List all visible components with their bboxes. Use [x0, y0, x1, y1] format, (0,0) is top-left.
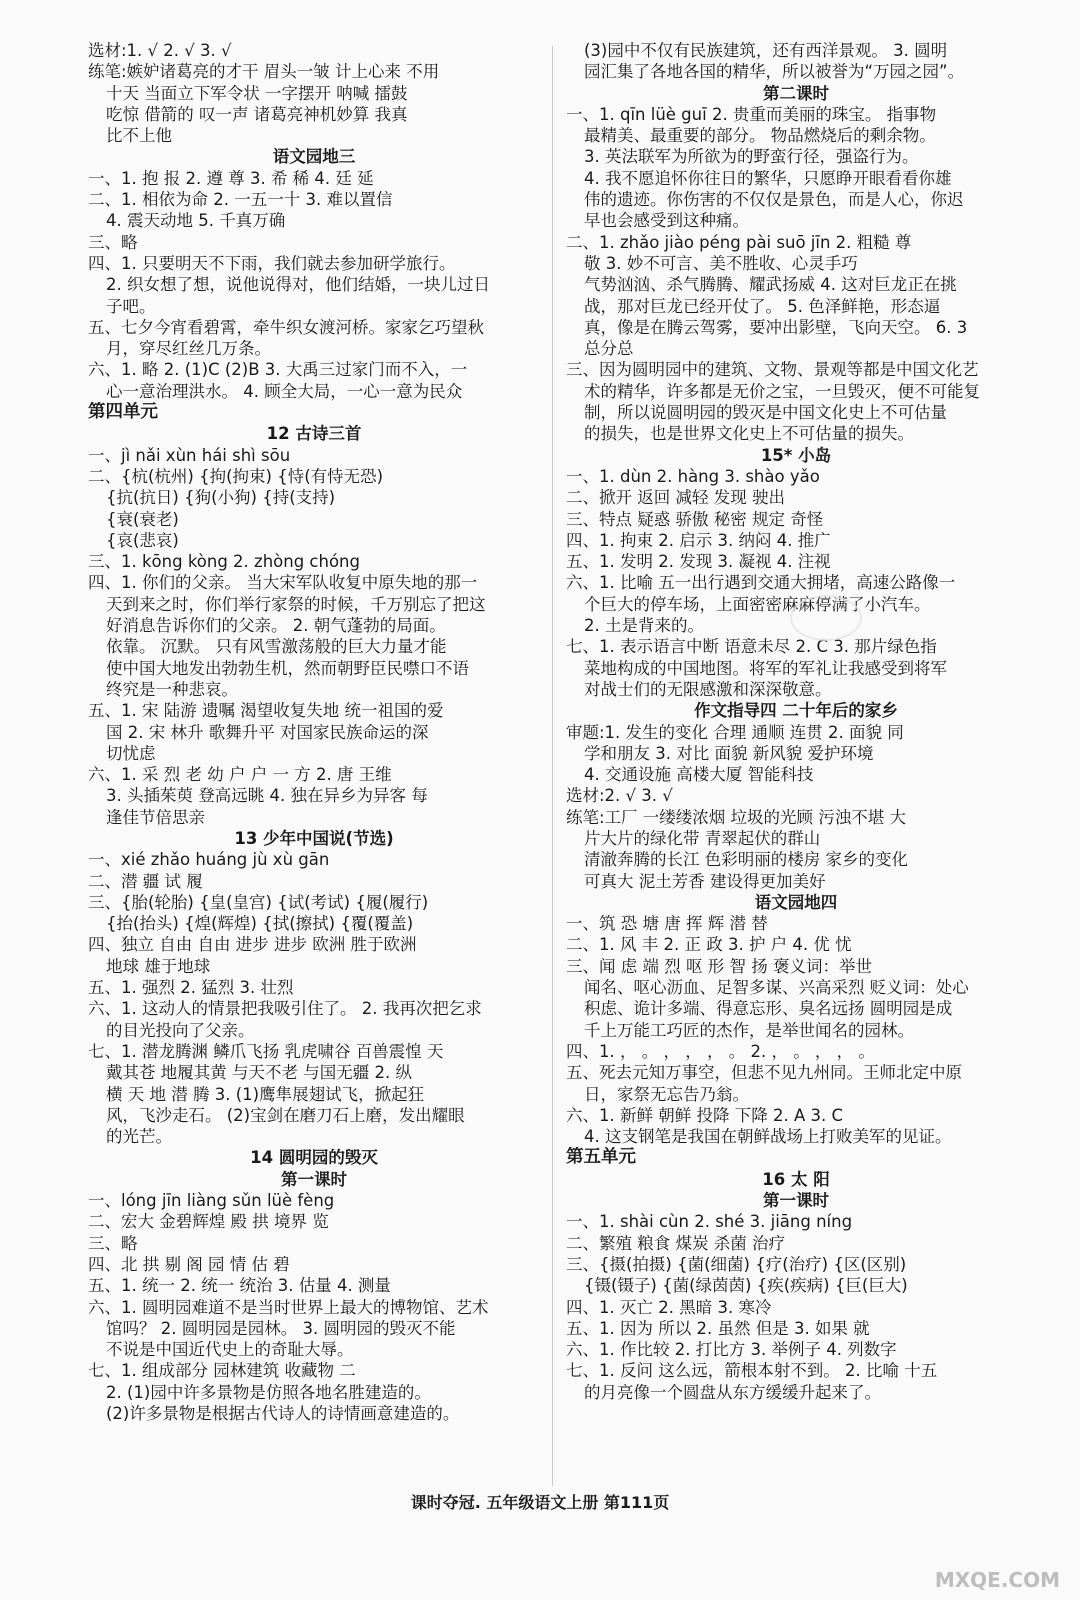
section-heading: 第二课时	[763, 83, 829, 103]
answer-line: 4. 这支钢笔是我国在朝鲜战场上打败美军的见证。	[584, 1127, 952, 1147]
answer-line: 审题:1. 发生的变化 合理 通顺 连贯 2. 面貌 同	[566, 722, 904, 742]
answer-line: 四、1. ， 。 ， ， ， 。 2. ， 。 ， ， 。	[566, 1041, 875, 1061]
answer-line: 二、{杭(杭州) {拘(拘束) {恃(有恃无恐)	[88, 466, 384, 486]
answer-line: 术的精华，许多都是无价之宝，一旦毁灭，便不可能复	[584, 381, 980, 401]
section-heading: 第一课时	[281, 1169, 347, 1189]
answer-line: 个巨大的停车场，上面密密麻麻停满了小汽车。	[584, 594, 931, 614]
answer-line: {哀(悲哀)	[106, 530, 179, 550]
watermark-text: MXQE.COM	[934, 1568, 1060, 1592]
answer-line: 片大片的绿化带 青翠起伏的群山	[584, 828, 821, 848]
answer-line: 选材:2. √ 3. √	[566, 786, 673, 806]
answer-line: 4. 交通设施 高楼大厦 智能科技	[584, 765, 814, 785]
answer-line: 四、独立 自由 自由 进步 进步 欧洲 胜于欧洲	[88, 935, 417, 955]
section-heading: 12 古诗三首	[266, 424, 362, 444]
answer-line: 可真大 泥土芳香 建设得更加美好	[584, 871, 826, 891]
answer-line: 七、1. 组成部分 园林建筑 收藏物 二	[88, 1361, 356, 1381]
answer-line: {抗(抗日) {狗(小狗) {持(支持)	[106, 488, 336, 508]
answer-line: 千上万能工巧匠的杰作，是举世闻名的园林。	[584, 1020, 914, 1040]
answer-line: 戴其苍 地履其黄 与天不老 与国无疆 2. 纵	[106, 1063, 412, 1083]
answer-line: (2)许多景物是根据古代诗人的诗情画意建造的。	[106, 1404, 460, 1423]
answer-line: 练笔:工厂 一缕缕浓烟 垃圾的光顾 污浊不堪 大	[566, 807, 907, 827]
section-heading: 16 太 阳	[762, 1169, 830, 1189]
answer-line: 六、1. 作比较 2. 打比方 3. 举例子 4. 列数字	[566, 1340, 897, 1360]
column-divider	[552, 46, 553, 1486]
answer-line: 六、1. 采 烈 老 幼 户 户 一 方 2. 唐 王维	[88, 765, 392, 785]
answer-line: 3. 英法联军为所欲为的野蛮行径，强盗行为。	[584, 147, 919, 167]
answer-line: 四、北 拱 剔 阁 园 情 估 碧	[88, 1254, 290, 1274]
answer-line: 积虑、诡计多端、得意忘形、臭名远扬 圆明园是成	[584, 999, 953, 1019]
answer-line: 不说是中国近代史上的奇耻大辱。	[106, 1340, 354, 1360]
answer-line: 的损失，也是世界文化史上不可估量的损失。	[584, 424, 914, 444]
answer-line: 二、1. 风 丰 2. 正 政 3. 护 户 4. 优 忧	[566, 935, 852, 955]
answer-line: 使中国大地发出勃勃生机，然而朝野臣民噤口不语	[106, 658, 469, 678]
answer-line: 四、1. 你们的父亲。 当大宋军队收复中原失地的那一	[88, 573, 478, 593]
answer-line: 4. 我不愿追怀你往日的繁华，只愿睁开眼看看你雄	[584, 168, 952, 188]
answer-line: 五、七夕今宵看碧霄，牵牛织女渡河桥。家家乞巧望秋	[88, 317, 484, 337]
answer-line: 地球 雄于地球	[106, 956, 211, 976]
answer-line: 菜地构成的中国地图。将军的军礼让我感受到将军	[584, 658, 947, 678]
answer-line: 心一意治理洪水。 4. 顾全大局，一心一意为民众	[106, 381, 463, 401]
answer-line: 六、1. 新鲜 朝鲜 投降 下降 2. A 3. C	[566, 1105, 843, 1125]
answer-line: 七、1. 表示语言中断 语意未尽 2. C 3. 那片绿色指	[566, 637, 937, 657]
answer-line: 4. 震天动地 5. 千真万确	[106, 211, 286, 231]
answer-line: 三、{摄(拍摄) {菌(细菌) {疗(治疗) {区(区别)	[566, 1254, 907, 1274]
answer-line: 四、1. 灭亡 2. 黑暗 3. 寒冷	[566, 1297, 772, 1317]
answer-line: 吃惊 借箭的 叹一声 诸葛亮神机妙算 我真	[106, 104, 408, 124]
section-heading: 作文指导四 二十年后的家乡	[694, 701, 898, 721]
answer-line: 的光芒。	[106, 1127, 172, 1147]
answer-line: 月，穿尽红丝几万条。	[106, 339, 271, 359]
answer-line: 风，飞沙走石。 (2)宝剑在磨刀石上磨，发出耀眼	[106, 1105, 465, 1125]
answer-line: 五、1. 因为 所以 2. 虽然 但是 3. 如果 就	[566, 1318, 870, 1338]
answer-line: 五、1. 强烈 2. 猛烈 3. 壮烈	[88, 978, 294, 998]
answer-line: 三、特点 疑惑 骄傲 秘密 规定 奇怪	[566, 509, 824, 529]
answer-line: 五、1. 宋 陆游 遗嘱 渴望收复失地 统一祖国的爱	[88, 701, 444, 721]
left-column	[88, 40, 540, 1424]
answer-line: 气势汹汹、杀气腾腾、耀武扬威 4. 这对巨龙正在挑	[584, 275, 957, 295]
answer-line: 二、掀开 返回 减轻 发现 驶出	[566, 488, 785, 508]
section-heading: 13 少年中国说(节选)	[234, 828, 394, 848]
section-heading: 15* 小岛	[760, 445, 832, 465]
faint-stamp	[790, 595, 862, 641]
answer-line: 七、1. 反问 这么远，箭根本射不到。 2. 比喻 十五	[566, 1361, 938, 1381]
answer-line: 一、xié zhǎo huáng jù xù gān	[88, 850, 330, 870]
section-heading: 语文园地四	[754, 892, 838, 912]
answer-line: 二、宏大 金碧辉煌 殿 拱 境界 览	[88, 1212, 329, 1232]
section-heading: 14 圆明园的毁灭	[250, 1148, 378, 1168]
answer-line: (3)园中不仅有民族建筑，还有西洋景观。 3. 圆明	[584, 41, 948, 60]
answer-line: 三、闻 虑 端 烈 呕 形 智 扬 褒义词：举世	[566, 956, 872, 976]
answer-line: 学和朋友 3. 对比 面貌 新风貌 爱护环境	[584, 743, 874, 763]
answer-line: 四、1. 只要明天不下雨，我们就去参加研学旅行。	[88, 253, 456, 273]
answer-line: 六、1. 圆明园难道不是当时世界上最大的博物馆、艺术	[88, 1297, 489, 1317]
answer-line: 总分总	[584, 339, 634, 359]
answer-line: 一、jì nǎi xùn hái shì sōu	[88, 445, 291, 465]
answer-line: 比不上他	[106, 126, 172, 146]
answer-line: {衰(衰老)	[106, 509, 179, 529]
answer-line: 六、1. 略 2. (1)C (2)B 3. 大禹三过家门而不入，一	[88, 360, 468, 380]
answer-line: 终究是一种悲哀。	[106, 679, 238, 699]
site-watermark	[870, 1520, 1060, 1592]
answer-line: 练笔:嫉妒诸葛亮的才干 眉头一皱 计上心来 不用	[88, 62, 440, 82]
answer-line: 战，那对巨龙已经开仗了。 5. 色泽鲜艳，形态逼	[584, 296, 941, 316]
answer-line: 早也会感受到这种痛。	[584, 211, 749, 231]
page-footer: 课时夺冠. 五年级语文上册 第111页	[410, 1493, 670, 1512]
answer-line: 好消息告诉你们的父亲。 2. 朝气蓬勃的局面。	[106, 616, 446, 636]
answer-line: 二、1. zhǎo jiào péng pài suō jīn 2. 粗糙 尊	[566, 232, 912, 252]
answer-line: 2. (1)园中许多景物是仿照各地名胜建造的。	[106, 1382, 431, 1402]
answer-line: 二、1. 相依为命 2. 一五一十 3. 难以置信	[88, 190, 393, 210]
answer-line: 真，像是在腾云驾雾，要冲出影壁，飞向天空。 6. 3	[584, 317, 968, 337]
answer-line: 最精美、最重要的部分。 物品燃烧后的剩余物。	[584, 126, 936, 146]
answer-line: 的目光投向了父亲。	[106, 1020, 255, 1040]
answer-line: 闻名、呕心沥血、足智多谋、兴高采烈 贬义词：处心	[584, 978, 969, 998]
answer-line: 的月亮像一个圆盘从东方缓缓升起来了。	[584, 1382, 881, 1402]
answer-line: 选材:1. √ 2. √ 3. √	[88, 41, 232, 60]
answer-line: 对战士们的无限感激和深深敬意。	[584, 679, 832, 699]
answer-line: 日，家祭无忘告乃翁。	[584, 1084, 749, 1104]
answer-line: 制，所以说圆明园的毁灭是中国文化史上不可估量	[584, 403, 947, 423]
answer-line: 国 2. 宋 林升 歌舞升平 对国家民族命运的深	[106, 722, 429, 742]
answer-line: 五、1. 发明 2. 发现 3. 凝视 4. 注视	[566, 552, 831, 572]
answer-line: 子吧。	[106, 296, 156, 316]
answer-line: 一、1. dùn 2. hàng 3. shào yǎo	[566, 466, 820, 486]
right-column	[566, 40, 1026, 1403]
answer-line: 天到来之时，你们举行家祭的时候，千万别忘了把这	[106, 594, 486, 614]
answer-line: 3. 头插茱萸 登高远眺 4. 独在异乡为异客 每	[106, 786, 428, 806]
answer-line: 二、繁殖 粮食 煤炭 杀菌 治疗	[566, 1233, 785, 1253]
answer-line: 横 天 地 潜 腾 3. (1)鹰隼展翅试飞，掀起狂	[106, 1084, 425, 1104]
answer-line: 一、1. shài cùn 2. shé 3. jiāng níng	[566, 1212, 853, 1232]
unit-heading: 第五单元	[566, 1147, 636, 1168]
answer-line: 逢佳节倍思亲	[106, 807, 205, 827]
answer-line: 二、潜 疆 试 履	[88, 871, 203, 891]
answer-line: 一、1. 抱 报 2. 遵 尊 3. 希 稀 4. 廷 延	[88, 168, 374, 188]
answer-line: 三、略	[88, 232, 138, 252]
answer-line: 三、略	[88, 1233, 138, 1253]
answer-line: 一、筑 恐 塘 唐 挥 辉 潜 替	[566, 914, 768, 934]
section-heading: 语文园地三	[272, 147, 356, 167]
answer-line: 园汇集了各地各国的精华，所以被誉为“万园之园”。	[584, 62, 965, 82]
answer-line: {镊(镊子) {菌(绿茵茵) {疾(疾病) {巨(巨大)	[584, 1276, 908, 1296]
answer-line: 一、1. qīn lüè guī 2. 贵重而美丽的珠宝。 指事物	[566, 104, 937, 124]
answer-line: 三、因为圆明园中的建筑、文物、景观等都是中国文化艺	[566, 360, 979, 380]
answer-line: 馆吗？ 2. 圆明园是园林。 3. 圆明园的毁灭不能	[106, 1318, 456, 1338]
answer-line: 十天 当面立下军令状 一字摆开 呐喊 擂鼓	[106, 83, 408, 103]
answer-line: 2. 织女想了想，说他说得对，他们结婚，一块儿过日	[106, 275, 490, 295]
answer-line: 一、lóng jīn liàng sǔn lüè fèng	[88, 1191, 335, 1211]
answer-line: 三、{胎(轮胎) {皇(皇宫) {试(考试) {履(履行)	[88, 892, 429, 912]
answer-line: 三、1. kōng kòng 2. zhòng chóng	[88, 552, 360, 572]
answer-line: 七、1. 潜龙腾渊 鳞爪飞扬 乳虎啸谷 百兽震惶 天	[88, 1041, 444, 1061]
answer-line: 四、1. 拘束 2. 启示 3. 纳闷 4. 推广	[566, 530, 831, 550]
answer-line: 五、死去元知万事空，但悲不见九州同。王师北定中原	[566, 1063, 962, 1083]
answer-line: 伟的遗迹。你伤害的不仅仅是景色，而是人心，你迟	[584, 190, 964, 210]
answer-line: 六、1. 这动人的情景把我吸引住了。 2. 我再次把乞求	[88, 999, 482, 1019]
section-heading: 第一课时	[763, 1191, 829, 1211]
answer-line: 依靠。 沉默。 只有风雪激荡般的巨大力量才能	[106, 637, 447, 657]
answer-line: 五、1. 统一 2. 统一 统治 3. 估量 4. 测量	[88, 1276, 391, 1296]
answer-line: 清澈奔腾的长江 色彩明丽的楼房 家乡的变化	[584, 850, 908, 870]
answer-line: 2. 土是背来的。	[584, 616, 704, 636]
unit-heading: 第四单元	[88, 402, 158, 423]
answer-line: {抬(抬头) {煌(辉煌) {拭(擦拭) {覆(覆盖)	[106, 914, 414, 934]
answer-line: 六、1. 比喻 五一出行遇到交通大拥堵，高速公路像一	[566, 573, 956, 593]
answer-line: 敬 3. 妙不可言、美不胜收、心灵手巧	[584, 253, 858, 273]
answer-line: 切忧虑	[106, 743, 156, 763]
